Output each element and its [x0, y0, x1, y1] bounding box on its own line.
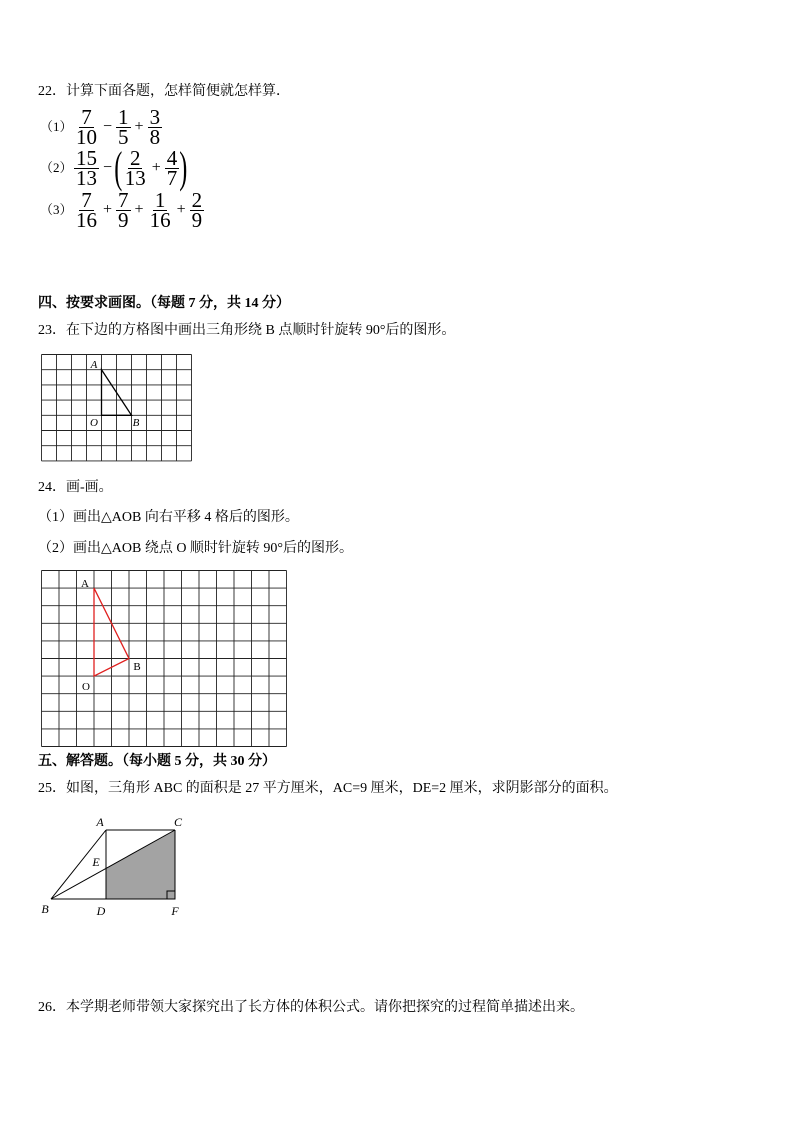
q23-text: 23．在下边的方格图中画出三角形绕 B 点顺时针旋转 90°后的图形。 [38, 323, 456, 338]
point-label-a: A [81, 578, 89, 590]
operator: + [103, 201, 113, 218]
fraction [190, 187, 205, 232]
numerator: 1 [118, 104, 129, 129]
denominator: 13 [76, 165, 97, 190]
denominator: 10 [76, 124, 97, 149]
fraction [74, 187, 99, 232]
fraction [165, 145, 180, 190]
point-label-a: A [96, 815, 104, 829]
numerator: 2 [191, 187, 203, 212]
shaded-region [106, 830, 175, 899]
q26-text: 26．本学期老师带领大家探究出了长方体的体积公式。请你把探究的过程简单描述出来。 [38, 1000, 584, 1015]
numerator: 4 [166, 145, 178, 170]
denominator: 8 [149, 124, 161, 149]
expression-1 [40, 106, 163, 148]
point-label-f: F [171, 904, 179, 918]
denominator: 13 [124, 165, 146, 190]
operator: + [176, 201, 186, 218]
item-label: （1） [40, 119, 73, 134]
q22-title: 22．计算下面各题，怎样简便就怎样算． [38, 84, 290, 99]
q23-grid-figure [41, 354, 193, 462]
right-parenthesis: ) [179, 143, 188, 192]
point-label-o: O [90, 417, 98, 429]
fraction [74, 145, 99, 190]
q25-text: 25．如图，三角形 ABC 的面积是 27 平方厘米，AC=9 厘米，DE=2 厘米，求阴影部分的面积。 [38, 781, 618, 796]
denominator: 5 [118, 124, 129, 149]
fraction [148, 104, 163, 149]
point-label-c: C [173, 815, 183, 829]
denominator: 16 [149, 207, 171, 232]
operator: + [134, 201, 144, 218]
section-5-heading: 五、解答题。（每小题 5 分，共 30 分） [38, 754, 276, 769]
denominator: 7 [166, 165, 178, 190]
q25-geometry-figure [30, 810, 190, 920]
point-label-b: B [133, 661, 141, 673]
operator: + [134, 118, 144, 135]
q24-title: 24．画-画。 [38, 480, 113, 495]
denominator: 9 [118, 207, 129, 232]
fraction [74, 104, 99, 149]
operator: − [103, 159, 113, 176]
item-label: （2） [40, 160, 73, 175]
expression-2 [40, 143, 188, 192]
fraction [123, 145, 148, 190]
numerator: 15 [76, 145, 97, 170]
point-label-d: D [96, 904, 106, 918]
expression-3 [40, 189, 205, 231]
grid-lines [42, 571, 287, 747]
numerator: 7 [118, 187, 129, 212]
q24-grid-figure [41, 570, 288, 748]
numerator: 7 [81, 187, 92, 212]
fraction [116, 187, 131, 232]
operator: − [103, 118, 113, 135]
operator: + [151, 159, 161, 176]
numerator: 2 [129, 145, 141, 170]
denominator: 9 [191, 207, 203, 232]
point-label-e: E [92, 855, 100, 869]
section-4-heading: 四、按要求画图。（每题 7 分，共 14 分） [38, 296, 290, 311]
denominator: 16 [76, 207, 97, 232]
q24-part-1: （1）画出△AOB 向右平移 4 格后的图形。 [38, 510, 299, 525]
point-label-b: B [41, 902, 49, 916]
item-label: （3） [40, 202, 73, 217]
numerator: 3 [149, 104, 161, 129]
grid-lines [42, 355, 192, 461]
point-label-o: O [82, 681, 90, 693]
numerator: 1 [154, 187, 166, 212]
fraction [148, 187, 173, 232]
fraction [116, 104, 131, 149]
q24-part-2: （2）画出△AOB 绕点 O 顺时针旋转 90°后的图形。 [38, 541, 354, 556]
point-label-b: B [132, 417, 140, 429]
left-parenthesis: ( [114, 143, 123, 192]
point-label-a: A [90, 359, 98, 371]
numerator: 7 [81, 104, 92, 129]
